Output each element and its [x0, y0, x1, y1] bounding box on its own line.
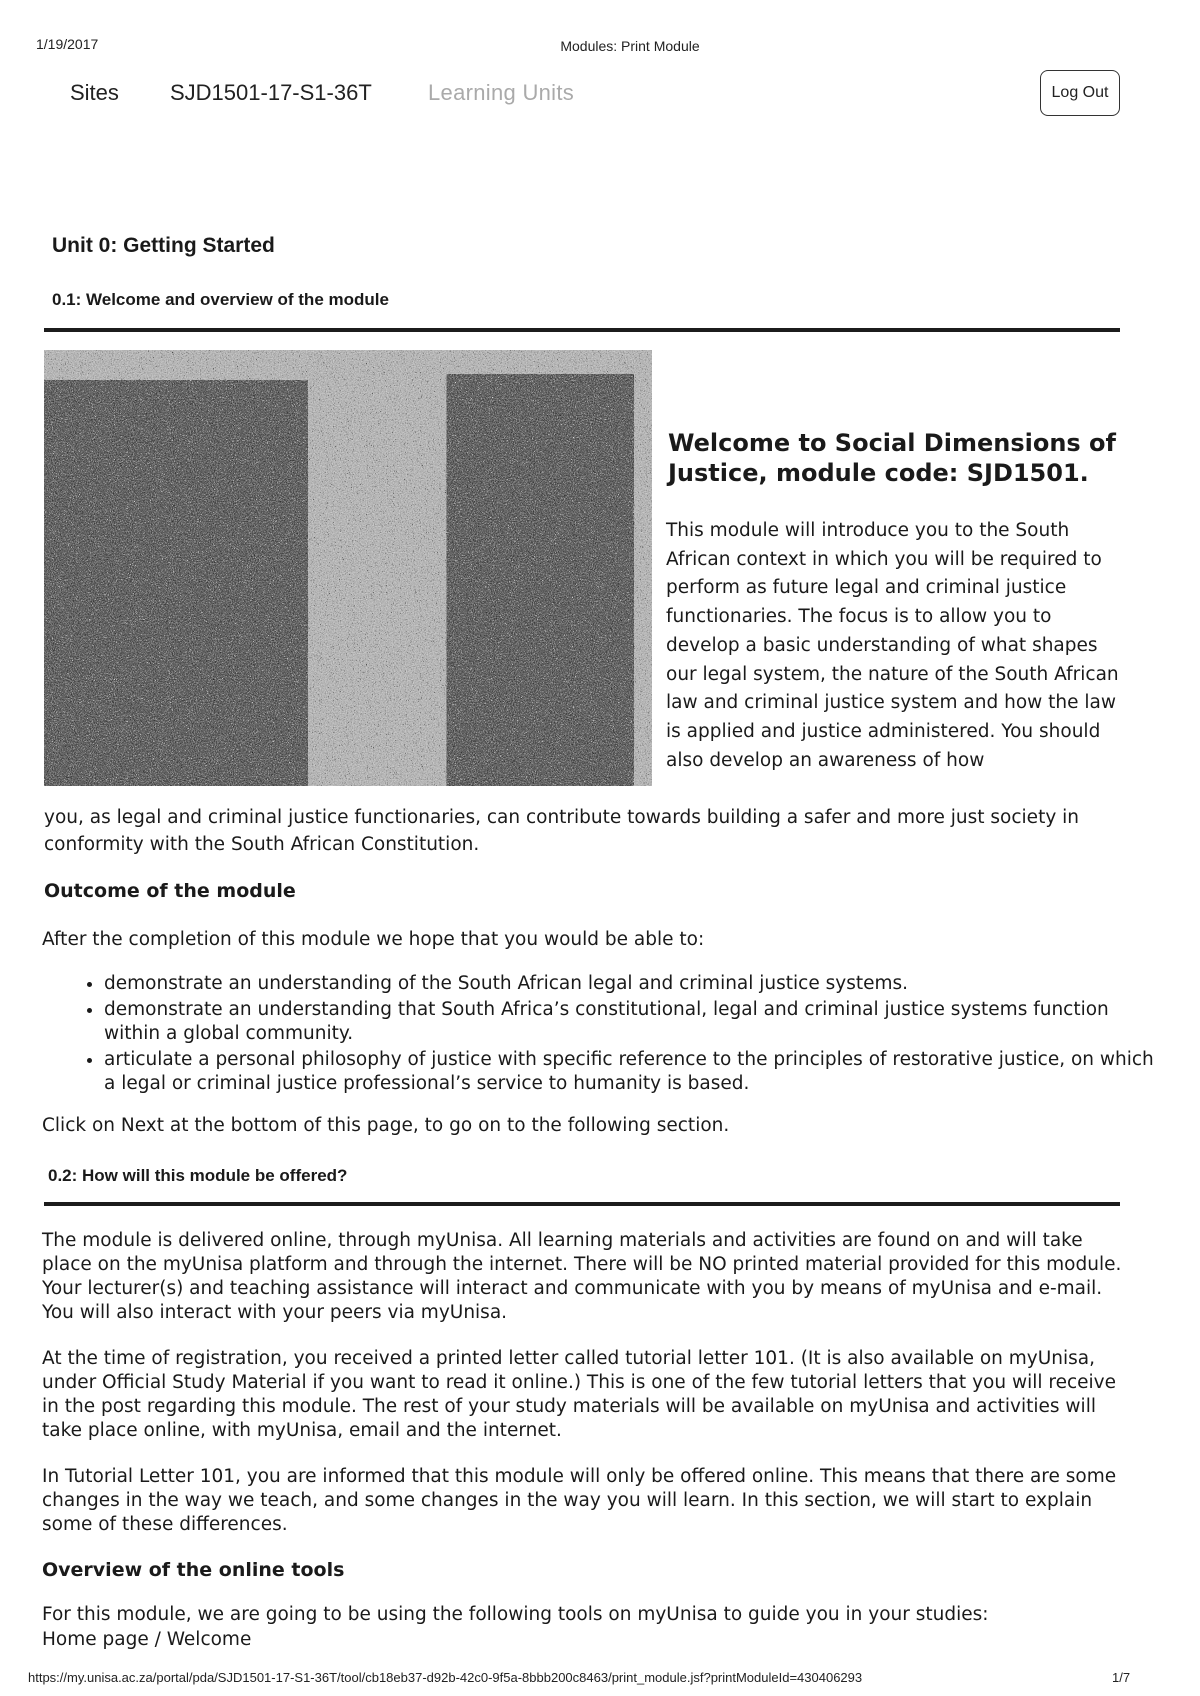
outcome-intro: After the completion of this module we hope that you would be able to: [42, 929, 705, 950]
logout-button[interactable]: Log Out [1040, 70, 1120, 116]
online-tools-item: Home page / Welcome [42, 1629, 252, 1650]
delivery-paragraph-1: The module is delivered online, through myUnisa. All learning materials and activities are found on and will take place on the myUnisa platform and through the internet. There will be NO printed material provided for this module. Your lecturer(s) and teaching assistance will interact and communicate with you by means of myUnisa and e-mail. You will also interact with your peers via myUnisa. [42, 1230, 1122, 1323]
online-tools-intro: For this module, we are going to be using the following tools on myUnisa to guide you in your studies: [42, 1604, 989, 1625]
section-divider [44, 328, 1120, 332]
section-divider [44, 1202, 1120, 1206]
next-instruction: Click on Next at the bottom of this page, to go on to the following section. [42, 1115, 730, 1136]
welcome-heading: Welcome to Social Dimensions of Justice, module code: SJD1501. [668, 429, 1116, 487]
outcome-item: • articulate a personal philosophy of justice with specific reference to the principles of restorative justice, on which a legal or criminal justice professional’s service to humanity is based. [104, 1048, 1164, 1096]
nav-learning-units-link[interactable]: Learning Units [428, 80, 575, 105]
outcome-item: • demonstrate an understanding of the South African legal and criminal justice systems. [104, 972, 1164, 996]
nav-sites-link[interactable]: Sites [70, 80, 119, 105]
lady-justice-image [44, 350, 652, 786]
section-title-welcome: 0.1: Welcome and overview of the module [52, 290, 389, 309]
section-title-delivery: 0.2: How will this module be offered? [48, 1166, 348, 1185]
print-page-title: Modules: Print Module [560, 38, 700, 54]
unit-title: Unit 0: Getting Started [52, 234, 275, 257]
delivery-paragraph-3: In Tutorial Letter 101, you are informed that this module will only be offered online. This means that there are some changes in the way we teach, and some changes in the way you will learn. In this section, we will start to explain some of these differences. [42, 1466, 1117, 1535]
print-date: 1/19/2017 [36, 36, 99, 52]
intro-paragraph-continued: you, as legal and criminal justice functionaries, can contribute towards building a safer and more just society in conformity with the South African Constitution. [44, 807, 1080, 855]
outcome-heading: Outcome of the module [44, 880, 296, 902]
outcome-item: • demonstrate an understanding that South Africa’s constitutional, legal and criminal justice systems function within a global community. [104, 998, 1164, 1046]
print-page-number: 1/7 [1112, 1670, 1131, 1685]
online-tools-heading: Overview of the online tools [42, 1559, 345, 1581]
intro-paragraph: This module will introduce you to the South African context in which you will be required to perform as future legal and criminal justice functionaries. The focus is to allow you to develop a basic understanding of what shapes our legal system, the nature of the South African law and criminal justice system and how the law is applied and justice administered. You should also develop an awareness of how [666, 520, 1119, 771]
outcome-list [66, 972, 1164, 1098]
delivery-paragraph-2: At the time of registration, you received a printed letter called tutorial letter 101. (It is also available on myUnisa, under Official Study Material if you want to read it online.) This is one of the few tutorial letters that you will receive in the post regarding this module. The rest of your study materials will be available on myUnisa and activities will take place online, with myUnisa, email and the internet. [42, 1348, 1116, 1441]
nav-site-link[interactable]: SJD1501-17-S1-36T [170, 80, 372, 105]
print-url: https://my.unisa.ac.za/portal/pda/SJD1501-17-S1-36T/tool/cb18eb37-d92b-42c0-9f5a-8bbb200c8463/print_module.jsf?printModuleId=430406293 [28, 1670, 863, 1685]
